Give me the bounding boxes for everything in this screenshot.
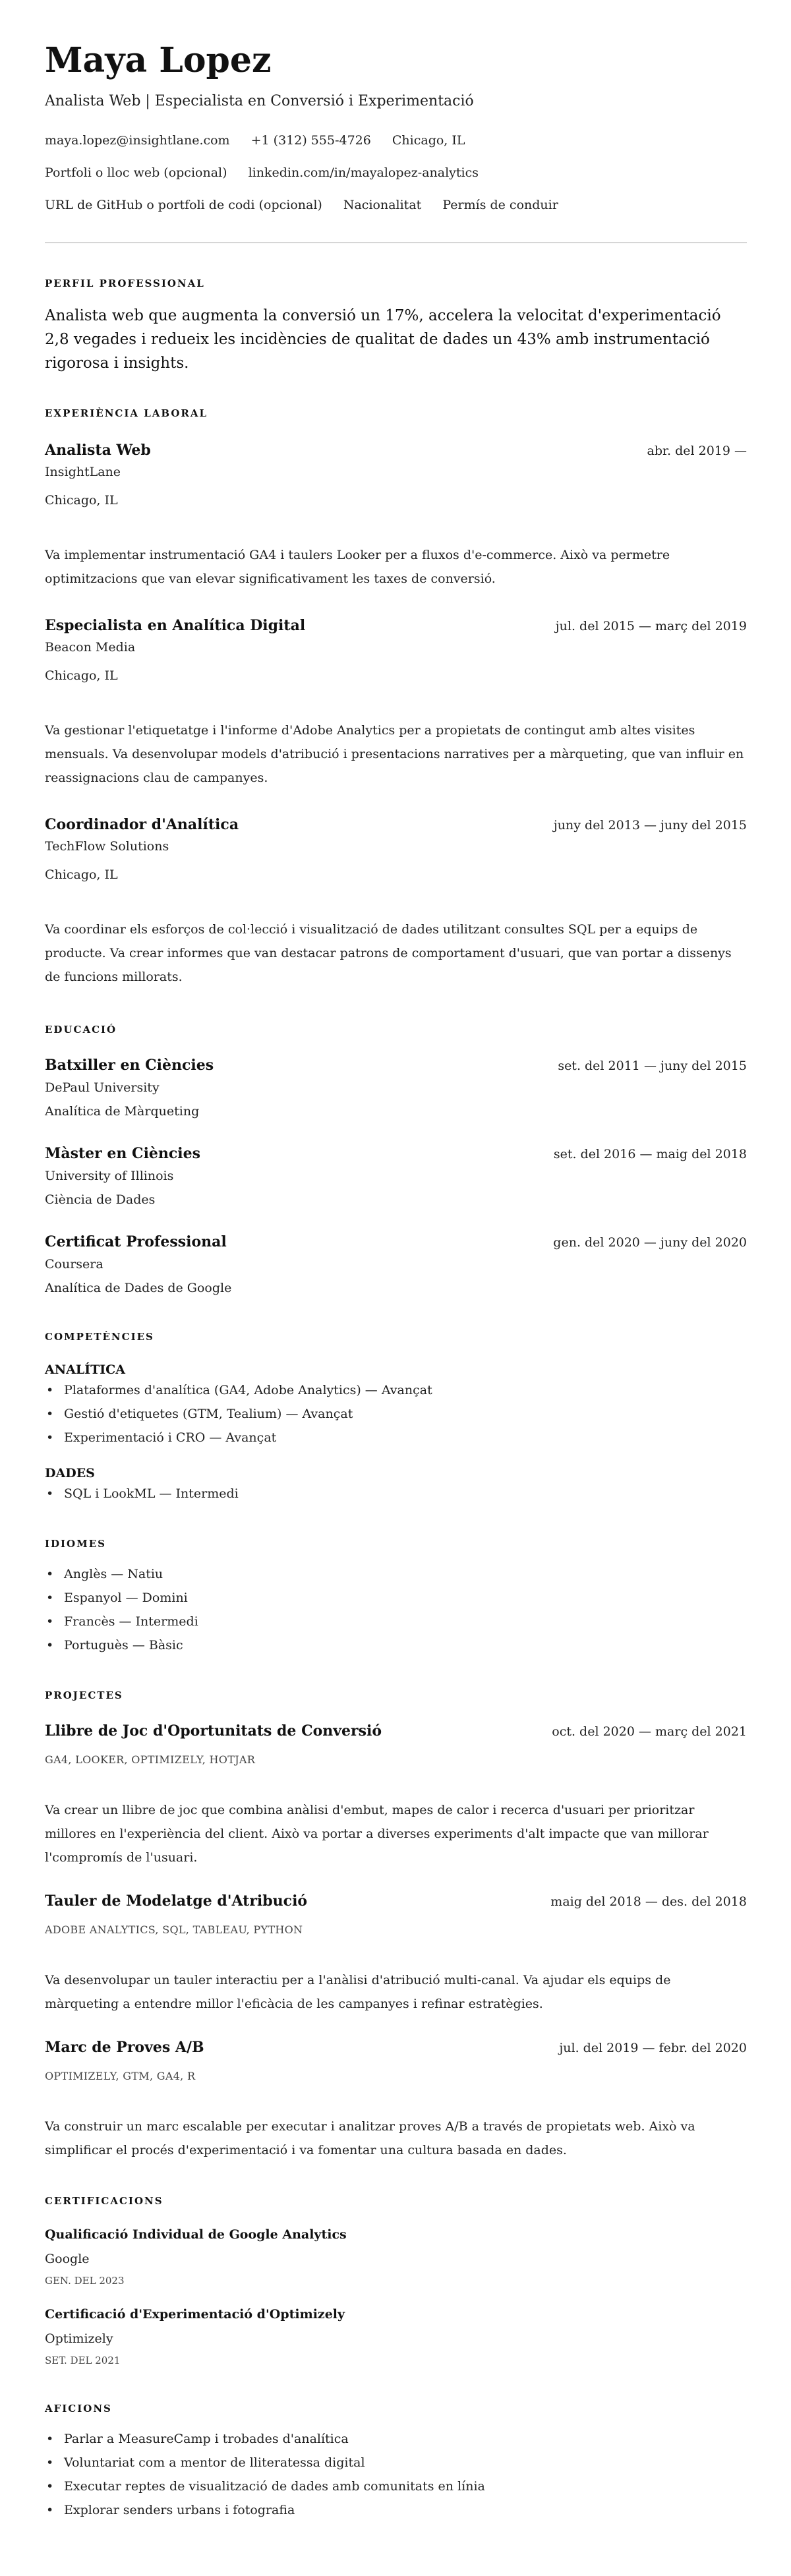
education-header bbox=[45, 1232, 747, 1252]
certification-title: Certificació d'Experimentació d'Optimizely bbox=[45, 2307, 345, 2322]
degree: Batxiller en Ciències bbox=[45, 1057, 214, 1074]
job-company: InsightLane bbox=[45, 465, 121, 479]
job-dates: abr. del 2019 — bbox=[647, 444, 747, 458]
education-dates: gen. del 2020 — juny del 2020 bbox=[553, 1235, 747, 1250]
skill-group-heading: DADES bbox=[45, 1466, 95, 1480]
skill-list bbox=[45, 1482, 747, 1506]
certification-issuer: Optimizely bbox=[45, 2331, 113, 2346]
project-tech: OPTIMIZELY, GTM, GA4, R bbox=[45, 2070, 196, 2082]
institution: Coursera bbox=[45, 1257, 103, 1272]
summary-text: Analista web que augmenta la conversió un 17%, accelera la velocitat d'experimentació 2,8 vegades i redueix les incidències de qualitat de dades un 43% amb instrumentació rigorosa i insights. bbox=[45, 307, 721, 372]
project-dates: oct. del 2020 — març del 2021 bbox=[552, 1724, 747, 1739]
job-entry bbox=[45, 616, 747, 790]
candidate-name: Maya Lopez bbox=[45, 40, 272, 80]
project-dates: maig del 2018 — des. del 2018 bbox=[550, 1894, 747, 1909]
education-header bbox=[45, 1055, 747, 1076]
skill-group-heading: ANALÍTICA bbox=[45, 1362, 125, 1377]
degree: Certificat Professional bbox=[45, 1233, 227, 1250]
nationality: Nacionalitat bbox=[343, 198, 422, 212]
education-dates: set. del 2016 — maig del 2018 bbox=[553, 1147, 747, 1161]
education-entry bbox=[45, 1055, 747, 1121]
field-of-study: Analítica de Màrqueting bbox=[45, 1104, 200, 1119]
education-section bbox=[45, 1023, 747, 1298]
job-company: TechFlow Solutions bbox=[45, 839, 169, 854]
skill-list bbox=[45, 1378, 747, 1449]
job-description: Va implementar instrumentació GA4 i taulers Looker per a fluxos d'e-commerce. Això va permetre optimitzacions que van elevar significativament les taxes de conversió. bbox=[45, 548, 670, 586]
job-dates: juny del 2013 — juny del 2015 bbox=[553, 818, 747, 833]
github-link[interactable]: URL de GitHub o portfoli de codi (opcional) bbox=[45, 198, 322, 212]
job-company: Beacon Media bbox=[45, 640, 136, 655]
skills-section bbox=[45, 1330, 747, 1506]
certification-entry bbox=[45, 2305, 747, 2368]
certification-title: Qualificació Individual de Google Analytics bbox=[45, 2227, 347, 2242]
candidate-headline: Analista Web | Especialista en Conversió i Experimentació bbox=[45, 93, 474, 109]
job-header bbox=[45, 815, 747, 835]
hobbies-section bbox=[45, 2402, 747, 2522]
project-title: Marc de Proves A/B bbox=[45, 2039, 204, 2056]
project-tech: ADOBE ANALYTICS, SQL, TABLEAU, PYTHON bbox=[45, 1923, 303, 1936]
project-description: Va construir un marc escalable per executar i analitzar proves A/B a través de propietats web. Això va simplificar el procés d'experimentació i va fomentar una cultura basada en dades. bbox=[45, 2119, 695, 2157]
contact-line bbox=[45, 163, 747, 183]
project-entry bbox=[45, 1891, 747, 2016]
certification-issuer: Google bbox=[45, 2252, 90, 2266]
summary-section bbox=[45, 277, 747, 375]
project-tech: GA4, LOOKER, OPTIMIZELY, HOTJAR bbox=[45, 1753, 256, 1766]
section-heading: AFICIONS bbox=[45, 2403, 112, 2415]
education-entry bbox=[45, 1232, 747, 1298]
project-description: Va crear un llibre de joc que combina anàlisi d'embut, mapes de calor i recerca d'usuari per prioritzar millores en l'experiència del client. Això va portar a diverses experiments d'alt impacte que van millorar l'compromís de l'usuari. bbox=[45, 1803, 709, 1865]
job-location: Chicago, IL bbox=[45, 493, 118, 508]
contact-line bbox=[45, 131, 747, 150]
project-description: Va desenvolupar un tauler interactiu per a l'anàlisi d'atribució multi-canal. Va ajudar els equips de màrqueting a entendre millor l'eficàcia de les campanyes i refinar estratègies. bbox=[45, 1973, 671, 2011]
certification-date: SET. DEL 2021 bbox=[45, 2355, 121, 2366]
phone[interactable]: +1 (312) 555-4726 bbox=[250, 133, 371, 148]
project-header bbox=[45, 2037, 747, 2058]
linkedin-link[interactable]: linkedin.com/in/mayalopez-analytics bbox=[248, 165, 479, 180]
languages-list bbox=[45, 1562, 747, 1657]
section-heading: EXPERIÈNCIA LABORAL bbox=[45, 407, 208, 419]
job-header bbox=[45, 616, 747, 636]
field-of-study: Ciència de Dades bbox=[45, 1192, 156, 1207]
project-entry bbox=[45, 2037, 747, 2162]
section-heading: CERTIFICACIONS bbox=[45, 2195, 163, 2207]
project-dates: jul. del 2019 — febr. del 2020 bbox=[559, 2041, 747, 2055]
job-location: Chicago, IL bbox=[45, 867, 118, 882]
job-entry bbox=[45, 440, 747, 591]
languages-section bbox=[45, 1537, 747, 1657]
job-title: Analista Web bbox=[45, 442, 151, 459]
project-entry bbox=[45, 1721, 747, 1869]
education-header bbox=[45, 1144, 747, 1164]
certifications-section bbox=[45, 2194, 747, 2368]
field-of-study: Analítica de Dades de Google bbox=[45, 1281, 232, 1295]
contact-info bbox=[45, 131, 747, 215]
certification-entry bbox=[45, 2225, 747, 2288]
portfolio-link[interactable]: Portfoli o lloc web (opcional) bbox=[45, 165, 227, 180]
skill-item: • Gestió d'etiquetes (GTM, Tealium) — Avançat bbox=[45, 1402, 747, 1426]
hobby-item: • Executar reptes de visualització de dades amb comunitats en línia bbox=[45, 2474, 747, 2498]
job-title: Coordinador d'Analítica bbox=[45, 816, 239, 833]
section-heading: EDUCACIÓ bbox=[45, 1024, 117, 1036]
projects-section bbox=[45, 1689, 747, 2162]
language-item: • Anglès — Natiu bbox=[45, 1562, 747, 1586]
job-dates: jul. del 2015 — març del 2019 bbox=[555, 619, 747, 633]
contact-line bbox=[45, 195, 747, 215]
section-heading: COMPETÈNCIES bbox=[45, 1331, 154, 1343]
section-heading: IDIOMES bbox=[45, 1538, 106, 1550]
job-header bbox=[45, 440, 747, 461]
section-heading: PERFIL PROFESSIONAL bbox=[45, 278, 205, 289]
institution: University of Illinois bbox=[45, 1169, 174, 1183]
resume-header bbox=[45, 41, 747, 215]
project-title: Llibre de Joc d'Oportunitats de Conversió bbox=[45, 1722, 382, 1740]
project-title: Tauler de Modelatge d'Atribució bbox=[45, 1892, 308, 1910]
location: Chicago, IL bbox=[392, 133, 465, 148]
hobby-item: • Parlar a MeasureCamp i trobades d'analítica bbox=[45, 2427, 747, 2451]
experience-section bbox=[45, 407, 747, 989]
job-description: Va gestionar l'etiquetatge i l'informe d'Adobe Analytics per a propietats de contingut amb altes visites mensuals. Va desenvolupar models d'atribució i presentacions narratives per a màrqueting, que van influir en reassignacions clau de campanyes. bbox=[45, 723, 744, 785]
project-header bbox=[45, 1891, 747, 1912]
job-title: Especialista en Analítica Digital bbox=[45, 617, 306, 634]
skill-item: • SQL i LookML — Intermedi bbox=[45, 1482, 747, 1506]
project-header bbox=[45, 1721, 747, 1742]
language-item: • Francès — Intermedi bbox=[45, 1610, 747, 1633]
language-item: • Portuguès — Bàsic bbox=[45, 1633, 747, 1657]
hobby-item: • Explorar senders urbans i fotografia bbox=[45, 2498, 747, 2522]
job-location: Chicago, IL bbox=[45, 668, 118, 683]
education-dates: set. del 2011 — juny del 2015 bbox=[558, 1059, 747, 1073]
section-heading: PROJECTES bbox=[45, 1689, 123, 1701]
driving-license: Permís de conduir bbox=[442, 198, 558, 212]
institution: DePaul University bbox=[45, 1080, 160, 1095]
certification-date: GEN. DEL 2023 bbox=[45, 2275, 125, 2287]
skill-item: • Experimentació i CRO — Avançat bbox=[45, 1426, 747, 1449]
header-divider bbox=[45, 242, 747, 243]
email[interactable]: maya.lopez@insightlane.com bbox=[45, 133, 230, 148]
language-item: • Espanyol — Domini bbox=[45, 1586, 747, 1610]
hobbies-list bbox=[45, 2427, 747, 2522]
hobby-item: • Voluntariat com a mentor de lliteratessa digital bbox=[45, 2451, 747, 2474]
job-entry bbox=[45, 815, 747, 989]
skill-item: • Plataformes d'analítica (GA4, Adobe Analytics) — Avançat bbox=[45, 1378, 747, 1402]
degree: Màster en Ciències bbox=[45, 1145, 201, 1162]
job-description: Va coordinar els esforços de col·lecció i visualització de dades utilitzant consultes SQL per a equips de producte. Va crear informes que van destacar patrons de comportament d'usuari, que van portar a dissenys de funcions millorats. bbox=[45, 922, 732, 984]
education-entry bbox=[45, 1144, 747, 1210]
